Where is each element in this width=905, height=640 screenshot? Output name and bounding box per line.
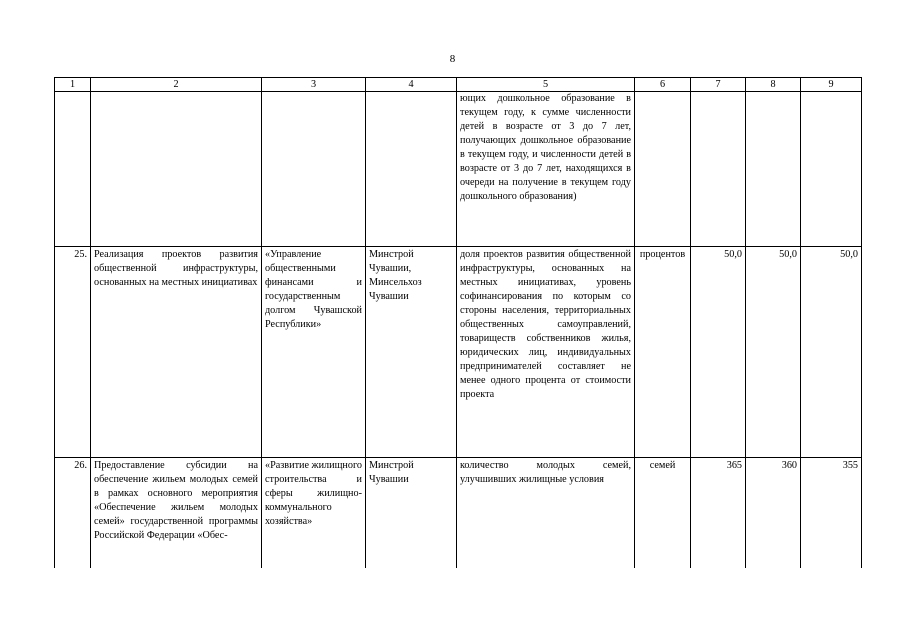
column-header: 6 — [635, 78, 691, 92]
indicator-description: доля проектов развития общественной инфраструктуры, основанных на местных инициативах, уровень софинансирования по которым со стороны населения, территориальных общественных самоуправлений, товариществ собственников жилья, юридических лиц, индивидуальных предпринимателей составляет не менее одного процента от стоимости проекта — [457, 247, 635, 458]
column-header: 2 — [91, 78, 262, 92]
value-year-2: 360 — [746, 458, 801, 569]
value-year-1 — [691, 92, 746, 247]
program-indicators-table — [54, 77, 862, 568]
executor: Минстрой Чувашии, Минсельхоз Чувашии — [366, 247, 457, 458]
value-year-3: 355 — [801, 458, 862, 569]
unit — [635, 92, 691, 247]
column-header: 5 — [457, 78, 635, 92]
executor — [366, 92, 457, 247]
unit: процентов — [635, 247, 691, 458]
column-header: 7 — [691, 78, 746, 92]
program-name — [262, 92, 366, 247]
table-row — [55, 458, 862, 569]
value-year-1: 50,0 — [691, 247, 746, 458]
column-header: 9 — [801, 78, 862, 92]
value-year-3: 50,0 — [801, 247, 862, 458]
column-header: 4 — [366, 78, 457, 92]
column-header: 3 — [262, 78, 366, 92]
value-year-2 — [746, 92, 801, 247]
unit: семей — [635, 458, 691, 569]
measure-name — [91, 92, 262, 247]
value-year-1: 365 — [691, 458, 746, 569]
column-header: 1 — [55, 78, 91, 92]
value-year-2: 50,0 — [746, 247, 801, 458]
table-row — [55, 92, 862, 247]
measure-name: Предоставление субсидии на обеспечение жильем молодых семей в рамках основного мероприятия «Обеспечение жильем молодых семей» государственной программы Российской Федерации «Обес- — [91, 458, 262, 569]
row-number — [55, 92, 91, 247]
table-header-row — [55, 78, 862, 92]
indicator-description: ющих дошкольное образование в текущем году, к сумме численности детей в возрасте от 3 до 7 лет, получающих дошкольное образование в текущем году, и численности детей в возрасте от 3 до 7 лет, находящихся в очереди на получение в текущем году дошкольного образования) — [457, 92, 635, 247]
page-number: 8 — [449, 53, 456, 65]
row-number: 25. — [55, 247, 91, 458]
value-year-3 — [801, 92, 862, 247]
program-name: «Развитие жилищного строительства и сферы жилищно-коммунального хозяйства» — [262, 458, 366, 569]
executor: Минстрой Чувашии — [366, 458, 457, 569]
column-header: 8 — [746, 78, 801, 92]
row-number: 26. — [55, 458, 91, 569]
indicator-description: количество молодых семей, улучшивших жилищные условия — [457, 458, 635, 569]
measure-name: Реализация проектов развития общественной инфраструктуры, основанных на местных инициативах — [91, 247, 262, 458]
program-name: «Управление общественными финансами и государственным долгом Чувашской Республики» — [262, 247, 366, 458]
table-row — [55, 247, 862, 458]
